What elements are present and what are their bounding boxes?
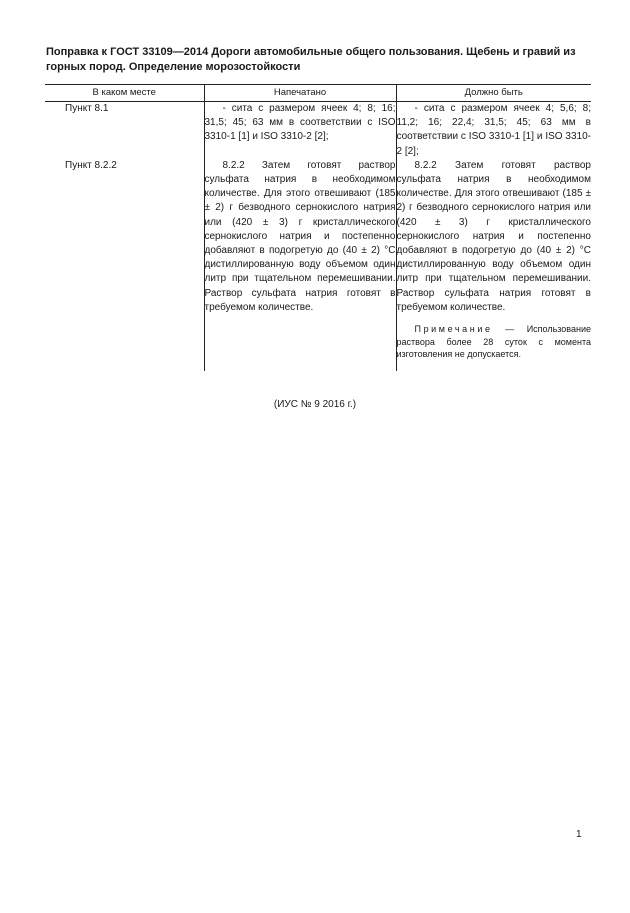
header-printed: Напечатано — [204, 85, 396, 102]
page-number: 1 — [576, 829, 582, 840]
source-reference: (ИУС № 9 2016 г.) — [273, 399, 357, 410]
note-text: — Использование раствора более 28 суток с момента изготовления не допускается. — [396, 324, 591, 360]
should-be-text: - сита с размером ячеек 4; 5,6; 8; 11,2; 16; 22,4; 31,5; 45; 63 мм в соответствии с ISO 3310-1 [1] и ISO 3310-2 [2]; — [396, 103, 591, 157]
note — [397, 323, 592, 361]
cell-place: Пункт 8.1 — [65, 103, 109, 114]
should-be-text: 8.2.2 Затем готовят раствор сульфата натрия в необходимом количестве. Для этого отвешивают (185 ± 2) г безводного сернокислого натрия или (420 ± 3) г кристаллического сернокислого натрия и постепенно добавляют в подогретую до (40 ± 2) °С дистиллированную воду объемом один литр при тщательном перемешивании. Раствор сульфата натрия готовят в требуемом количестве. — [396, 159, 591, 313]
note-label: Примечание — [414, 324, 493, 335]
cell-should-be — [396, 159, 591, 371]
cell-should-be — [396, 102, 591, 159]
printed-text: - сита с размером ячеек 4; 8; 16; 31,5; 45; 63 мм в соответствии с ISO 3310-1 [1] и ISO 3310-2 [2]; — [204, 103, 396, 143]
printed-text: 8.2.2 Затем готовят раствор сульфата натрия в необходимом количестве. Для этого отвешивают (185 ± 2) г безводного сернокислого натрия или (420 ± 3) г кристаллического сернокислого натрия и постепенно добавляют в подогретую до (40 ± 2) °С дистиллированную воду объемом один литр при тщательном перемешивании. Раствор сульфата натрия готовят в требуемом количестве. — [204, 159, 396, 313]
header-should-be: Должно быть — [396, 85, 591, 102]
cell-printed — [204, 102, 396, 159]
table-row — [45, 102, 591, 159]
table-header-row — [45, 85, 591, 102]
cell-place: Пункт 8.2.2 — [65, 159, 117, 171]
document-title: Поправка к ГОСТ 33109—2014 Дороги автомобильные общего пользования. Щебень и гравий из горных пород. Определение морозостойкости — [46, 46, 576, 73]
cell-printed — [204, 159, 396, 371]
header-place: В каком месте — [45, 85, 204, 102]
table-row — [45, 159, 591, 371]
amendment-table — [45, 84, 591, 371]
